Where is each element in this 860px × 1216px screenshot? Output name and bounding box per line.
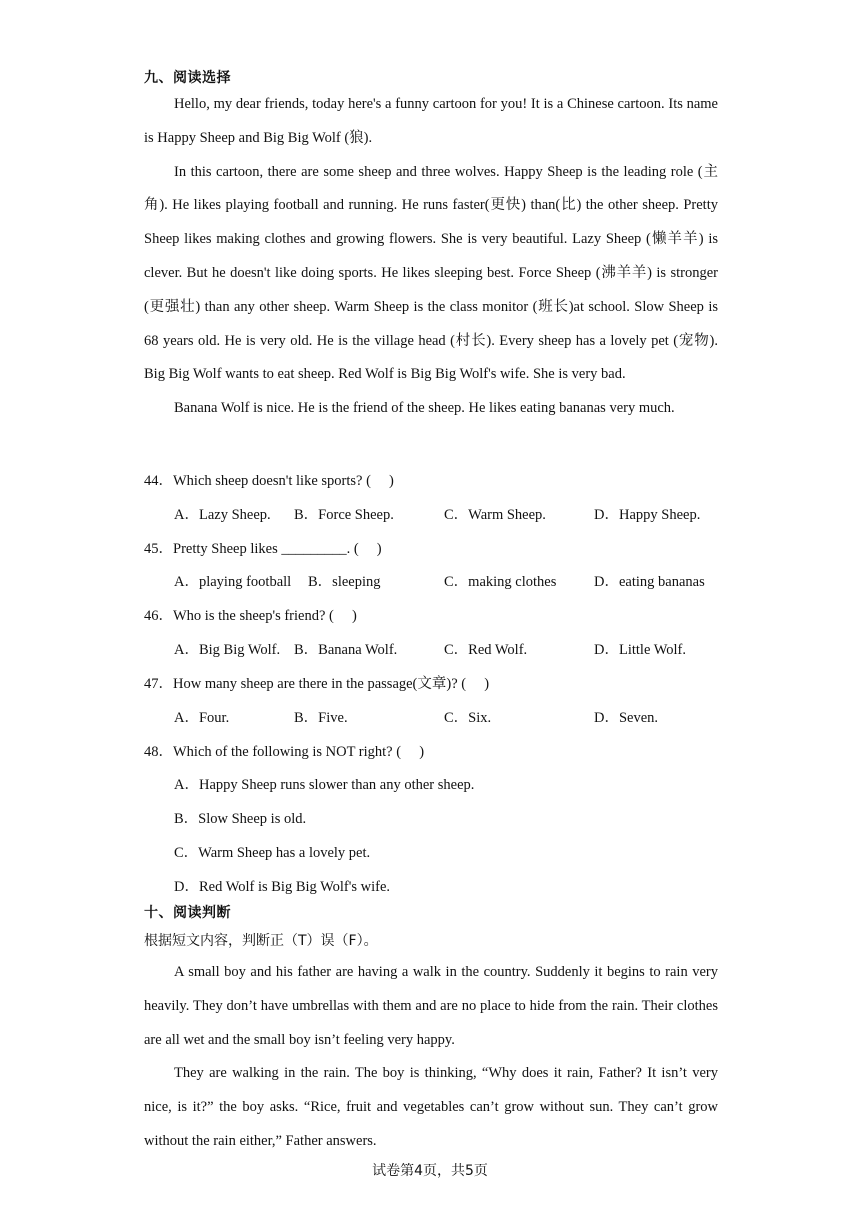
passage-paragraph: They are walking in the rain. The boy is thinking, “Why does it rain, Father? It isn’t very nice, is it?” the boy asks. “Rice, fruit and vegetables can’t grow without sun. They can’t grow without the rain either,” Father answers.	[144, 1065, 718, 1149]
option-48-a: A．Happy Sheep runs slower than any other sheep.	[174, 777, 475, 793]
option-44-a: A．Lazy Sheep.	[174, 507, 271, 523]
section-10-instruction: 根据短文内容，判断正（T）误（F）。	[144, 933, 378, 949]
question-44: 44．Which sheep doesn't like sports? ( )	[144, 473, 394, 489]
option-46-d: D．Little Wolf.	[594, 642, 686, 658]
option-47-b: B．Five.	[294, 710, 348, 726]
option-48-b: B．Slow Sheep is old.	[174, 811, 307, 827]
option-48-c: C．Warm Sheep has a lovely pet.	[174, 845, 371, 861]
option-47-c: C．Six.	[444, 710, 492, 726]
option-44-d: D．Happy Sheep.	[594, 507, 701, 523]
option-44-b: B．Force Sheep.	[294, 507, 394, 523]
option-46-b: B．Banana Wolf.	[294, 642, 398, 658]
passage-paragraph: Banana Wolf is nice. He is the friend of the sheep. He likes eating bananas very much.	[174, 400, 675, 417]
option-45-c: C．making clothes	[444, 574, 557, 590]
option-45-a: A．playing football	[174, 574, 292, 590]
passage-paragraph: In this cartoon, there are some sheep and three wolves. Happy Sheep is the leading role (主角). He likes playing football and running. He runs faster(更快) than(比) the other sheep. Pretty Sheep likes making clothes and growing flowers. She is very beautiful. Lazy Sheep (懒羊羊) is clever. But he doesn't like doing sports. He likes sleeping best. Force Sheep (沸羊羊) is stronger (更强壮) than any other sheep. Warm Sheep is the class monitor (班长)at school. Slow Sheep is 68 years old. He is very old. He is the village head (村长). Every sheep has a lovely pet (宠物). Big Big Wolf wants to eat sheep. Red Wolf is Big Big Wolf's wife. She is very bad.	[144, 163, 718, 383]
section-10-title: 十、阅读判断	[144, 905, 231, 921]
question-46: 46．Who is the sheep's friend? ( )	[144, 608, 357, 624]
option-45-b: B．sleeping	[308, 574, 381, 590]
page-footer: 试卷第4页，共5页	[372, 1163, 488, 1179]
section-9-passage	[144, 88, 718, 426]
option-45-d: D．eating bananas	[594, 574, 705, 590]
option-47-a: A．Four.	[174, 710, 230, 726]
question-45: 45．Pretty Sheep likes _________. ( )	[144, 541, 382, 557]
passage-paragraph: Hello, my dear friends, today here's a funny cartoon for you! It is a Chinese cartoon. Its name is Happy Sheep and Big Big Wolf (狼).	[144, 96, 718, 146]
option-44-c: C．Warm Sheep.	[444, 507, 546, 523]
option-46-c: C．Red Wolf.	[444, 642, 528, 658]
section-10-passage	[144, 956, 718, 1159]
passage-paragraph: A small boy and his father are having a walk in the country. Suddenly it begins to rain very heavily. They don’t have umbrellas with them and are no place to hide from the rain. Their clothes are all wet and the small boy isn’t feeling very happy.	[144, 964, 718, 1048]
option-47-d: D．Seven.	[594, 710, 659, 726]
option-48-d: D．Red Wolf is Big Big Wolf's wife.	[174, 879, 391, 895]
option-46-a: A．Big Big Wolf.	[174, 642, 281, 658]
question-47: 47．How many sheep are there in the passage(文章)? ( )	[144, 676, 490, 692]
question-48: 48．Which of the following is NOT right? ( )	[144, 744, 425, 760]
section-9-title: 九、阅读选择	[144, 70, 231, 86]
